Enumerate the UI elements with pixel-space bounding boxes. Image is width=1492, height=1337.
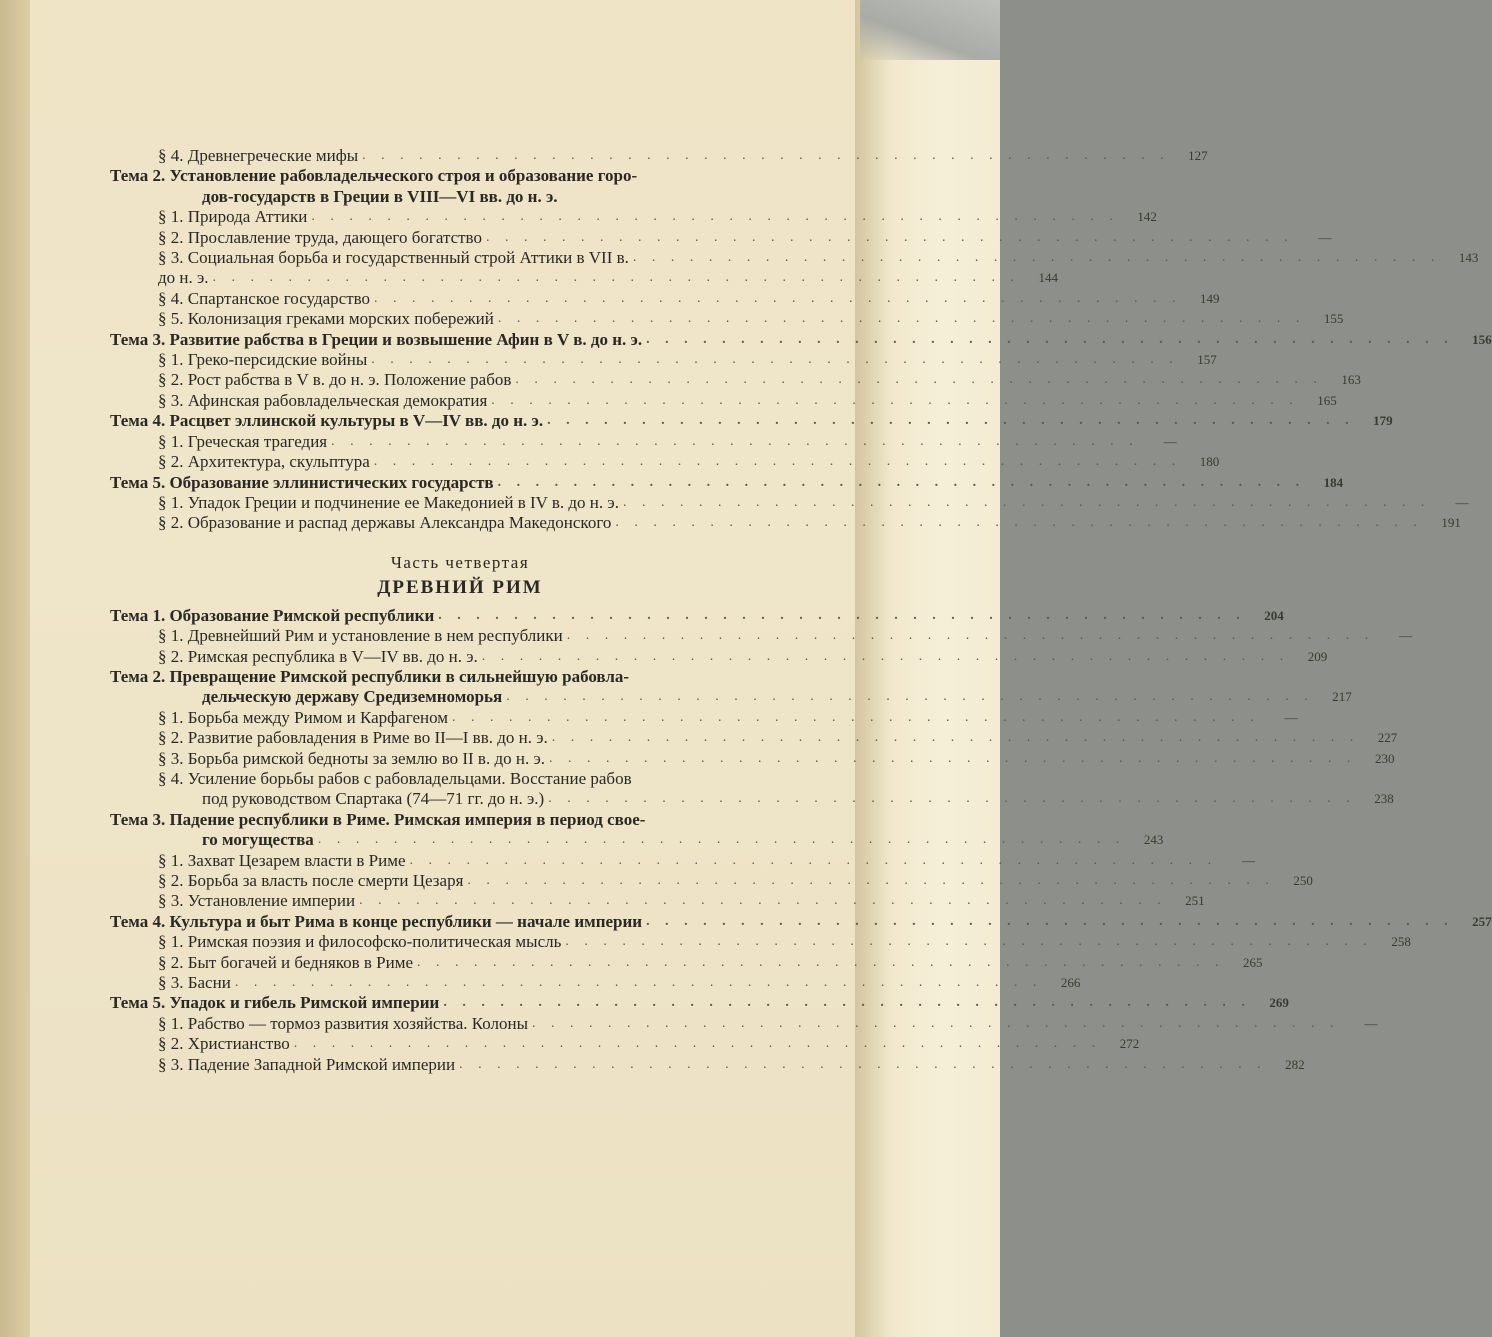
toc-entry-title: § 3. Борьба римской бедноты за землю во II в. до н. э.	[158, 748, 545, 768]
toc-entry-title: Тема 5. Образование эллинистических государств	[110, 472, 494, 492]
toc-page-number: 257	[1472, 913, 1492, 929]
toc-page-number: 217	[1332, 689, 1352, 705]
toc-entry-title: Тема 1. Образование Римской республики	[110, 605, 435, 625]
toc-leader-dots: . . . . . . . . . . . . . . . . . . . . . . . . . . . . . . . . . . . . . . . . . . .	[622, 494, 1431, 510]
toc-entry	[110, 146, 1208, 166]
toc-entry	[110, 1034, 1140, 1054]
toc-leader-dots: . . . . . . . . . . . . . . . . . . . . . . . . . . . . . . . . . . . . . . . . . . .	[467, 873, 1275, 888]
toc-entry-title: § 3. Басни	[158, 973, 231, 993]
toc-leader-dots: . . . . . . . . . . . . . . . . . . . . . . . . . . . . . . . . . . . . . . . . . . .	[646, 331, 1454, 347]
toc-leader-dots: . . . . . . . . . . . . . . . . . . . . . . . . . . . . . . . . . . . . . . . . . . .	[417, 954, 1225, 970]
toc-entry	[110, 329, 1492, 350]
toc-entry	[110, 789, 1394, 809]
toc-page-number: —	[1364, 1015, 1378, 1031]
toc-entry-title: § 2. Архитектура, скульптура	[158, 452, 370, 472]
toc-entry	[110, 973, 1081, 993]
toc-leader-dots: . . . . . . . . . . . . . . . . . . . . . . . . . . . . . . . . . . . . . . . . . . .	[317, 832, 1126, 848]
toc-entry	[110, 166, 825, 186]
toc-page-number: 144	[1038, 270, 1059, 286]
toc-entry-title: § 1. Природа Аттики	[158, 207, 308, 227]
toc-entry	[110, 830, 1164, 850]
toc-entry-title: § 1. Римская поэзия и философско-политическая мысль	[158, 932, 562, 952]
toc-leader-dots: . . . . . . . . . . . . . . . . . . . . . . . . . . . . . . . . . . . . . . . . . . .	[551, 730, 1360, 746]
toc-leader-dots: . . . . . . . . . . . . . . . . . . . . . . . . . . . . . . . . . . . . . . . . . . .	[481, 648, 1290, 664]
toc-leader-dots: . . . . . . . . . . . . . . . . . . . . . . . . . . . . . . . . . . . . . . . . . . .	[632, 250, 1441, 266]
toc-entry-title: § 4. Спартанское государство	[158, 288, 371, 308]
toc-page-number: 163	[1341, 372, 1361, 388]
toc-entry-title: § 3. Афинская рабовладельческая демократия	[158, 390, 488, 410]
toc-leader-dots: . . . . . . . . . . . . . . . . . . . . . . . . . . . . . . . . . . . . . . . . . . .	[497, 311, 1306, 327]
toc-entry	[110, 891, 1205, 911]
toc-entry	[110, 187, 825, 207]
toc-leader-dots: . . . . . . . . . . . . . . . . . . . . . . . . . . . . . . . . . . . . . . . . . . .	[549, 750, 1357, 766]
toc-leader-dots: . . . . . . . . . . . . . . . . . . . . . . . . . . . . . . . . . . . . . . . . . . .	[234, 975, 1043, 991]
toc-leader-dots: . . . . . . . . . . . . . . . . . . . . . . . . . . . . . . . . . . . . . . . . . . .	[506, 689, 1314, 705]
toc-entry	[110, 707, 1298, 728]
toc-page-number: —	[1399, 628, 1413, 644]
toc-entry-title: Тема 2. Превращение Римской республики в сильнейшую рабовла-	[110, 666, 630, 686]
toc-page-number: —	[1242, 852, 1256, 868]
toc-entry-title: под руководством Спартака (74—71 гг. до н. э.)	[202, 789, 545, 809]
toc-entry-title: § 3. Установление империи	[158, 891, 356, 911]
toc-leader-dots: . . . . . . . . . . . . . . . . . . . . . . . . . . . . . . . . . . . . . . . . . . .	[293, 1036, 1102, 1052]
toc-page-number: 250	[1293, 873, 1313, 888]
toc-entry	[110, 605, 1284, 626]
toc-page-number: 143	[1458, 250, 1479, 266]
toc-entry	[110, 452, 1220, 472]
toc-entry	[110, 1013, 1378, 1034]
toc-entry	[110, 431, 1177, 452]
toc-entry-title: Тема 4. Культура и быт Рима в конце республики — начале империи	[110, 911, 643, 931]
toc-entry	[110, 748, 1395, 769]
toc-leader-dots: . . . . . . . . . . . . . . . . . . . . . . . . . . . . . . . . . . . . . . . . . . .	[485, 229, 1294, 245]
toc-entry-title: § 4. Усиление борьбы рабов с рабовладельцами. Восстание рабов	[158, 768, 632, 788]
toc-entry	[110, 248, 1479, 268]
toc-entry-title: го могущества	[202, 830, 314, 850]
toc-leader-dots: . . . . . . . . . . . . . . . . . . . . . . . . . . . . . . . . . . . . . . . . . . .	[374, 290, 1182, 306]
toc-entry	[110, 207, 1157, 227]
toc-entry-title: Тема 3. Падение республики в Риме. Римская империя в период свое-	[110, 809, 646, 829]
toc-entry	[110, 492, 1469, 513]
toc-leader-dots: . . . . . . . . . . . . . . . . . . . . . . . . . . . . . . . . . . . . . . . . . . .	[491, 392, 1299, 408]
toc-entry-title: § 1. Греко-персидские войны	[158, 350, 368, 370]
toc-leader-dots: . . . . . . . . . . . . . . . . . . . . . . . . . . . . . . . . . . . . . . . . . . .	[373, 454, 1182, 470]
toc-page-number: 251	[1185, 893, 1205, 909]
toc-leader-dots: . . . . . . . . . . . . . . . . . . . . . . . . . . . . . . . . . . . . . . . . . . .	[331, 433, 1139, 449]
toc-page-number: —	[1455, 494, 1469, 510]
toc-leader-dots: . . . . . . . . . . . . . . . . . . . . . . . . . . . . . . . . . . . . . . . . . . .	[311, 209, 1119, 225]
toc-entry-title: § 2. Христианство	[158, 1034, 290, 1054]
toc-page-number: 269	[1269, 995, 1289, 1011]
toc-page-number: 180	[1199, 454, 1220, 470]
toc-entry	[110, 769, 825, 789]
toc-entry-title: дельческую державу Средиземноморья	[202, 687, 503, 707]
toc-leader-dots: . . . . . . . . . . . . . . . . . . . . . . . . . . . . . . . . . . . . . . . . . . .	[532, 1015, 1340, 1031]
toc-leader-dots: . . . . . . . . . . . . . . . . . . . . . . . . . . . . . . . . . . . . . . . . . . .	[497, 474, 1306, 490]
toc-leader-dots: . . . . . . . . . . . . . . . . . . . . . . . . . . . . . . . . . . . . . . . . . . .	[438, 607, 1246, 623]
toc-entry	[110, 667, 825, 687]
part-heading: Часть четвертая	[390, 552, 530, 572]
toc-entry	[110, 370, 1361, 390]
toc-entry-title: § 1. Борьба между Римом и Карфагеном	[158, 707, 449, 727]
toc-section-rome	[110, 605, 1492, 1075]
toc-entry	[110, 993, 1289, 1013]
toc-page-number: 230	[1375, 750, 1395, 766]
toc-entry	[110, 687, 1352, 707]
toc-page-number: 243	[1143, 832, 1164, 848]
toc-entry-title: § 2. Образование и распад державы Александра Македонского	[158, 513, 612, 533]
toc-entry-title: Тема 2. Установление рабовладельческого строя и образование горо-	[110, 166, 638, 186]
toc-entry-title: Тема 3. Развитие рабства в Греции и возвышение Афин в V в. до н. э.	[110, 329, 643, 349]
toc-entry	[110, 411, 1393, 431]
toc-entry-title: § 2. Борьба за власть после смерти Цезаря	[158, 871, 464, 890]
toc-entry-title: § 2. Быт богачей и бедняков в Риме	[158, 952, 414, 972]
toc-entry-title: Тема 5. Упадок и гибель Римской империи	[110, 993, 440, 1013]
toc-entry-title: дов-государств в Греции в VIII—VI вв. до н. э.	[202, 186, 558, 206]
toc-page-number: 157	[1197, 352, 1217, 368]
toc-leader-dots: . . . . . . . . . . . . . . . . . . . . . . . . . . . . . . . . . . . . . . . . . . .	[515, 372, 1323, 388]
toc-entry-title: § 1. Упадок Греции и подчинение ее Македонией в IV в. до н. э.	[158, 492, 619, 512]
toc-entry-title: § 3. Социальная борьба и государственный строй Аттики в VII в.	[158, 248, 629, 268]
toc-page-number: 238	[1374, 791, 1394, 807]
toc-leader-dots: . . . . . . . . . . . . . . . . . . . . . . . . . . . . . . . . . . . . . . . . . . .	[566, 628, 1375, 644]
toc-entry	[110, 911, 1492, 932]
toc-entry-title: § 4. Древнегреческие мифы	[158, 146, 359, 165]
toc-page-number: 156	[1472, 331, 1492, 347]
toc-page-number: 227	[1377, 730, 1398, 746]
toc-entry	[110, 646, 1328, 667]
toc-page-number: 272	[1119, 1036, 1140, 1052]
toc-page-number: —	[1284, 709, 1298, 725]
toc-page-number: 209	[1307, 648, 1328, 664]
toc-entry-title: § 5. Колонизация греками морских побережий	[158, 309, 494, 329]
table-of-contents	[110, 146, 1492, 1075]
toc-leader-dots: . . . . . . . . . . . . . . . . . . . . . . . . . . . . . . . . . . . . . . . . . . .	[646, 913, 1454, 929]
toc-entry	[110, 626, 1413, 646]
toc-entry	[110, 288, 1220, 309]
toc-entry-title: § 3. Падение Западной Римской империи	[158, 1054, 456, 1074]
toc-page-number: 127	[1188, 148, 1208, 163]
toc-entry	[110, 871, 1313, 891]
toc-leader-dots: . . . . . . . . . . . . . . . . . . . . . . . . . . . . . . . . . . . . . . . . . . .	[459, 1056, 1267, 1072]
toc-entry	[110, 850, 1256, 871]
toc-entry-title: Тема 4. Расцвет эллинской культуры в V—IV вв. до н. э.	[110, 411, 544, 431]
toc-entry	[110, 513, 1461, 533]
toc-page-number: 155	[1323, 311, 1344, 327]
toc-leader-dots: . . . . . . . . . . . . . . . . . . . . . . . . . . . . . . . . . . . . . . . . . . .	[362, 148, 1170, 163]
part-title: ДРЕВНИЙ РИМ	[377, 576, 543, 598]
toc-page-number: —	[1318, 229, 1332, 245]
toc-page-number: 266	[1060, 975, 1081, 991]
toc-entry	[110, 390, 1337, 411]
toc-page-number: 258	[1391, 934, 1411, 950]
toc-leader-dots: . . . . . . . . . . . . . . . . . . . . . . . . . . . . . . . . . . . . . . . . . . .	[547, 413, 1355, 429]
toc-leader-dots: . . . . . . . . . . . . . . . . . . . . . . . . . . . . . . . . . . . . . . . . . . .	[452, 709, 1260, 725]
toc-entry-title: до н. э.	[158, 268, 209, 288]
toc-page-number: 179	[1373, 413, 1393, 429]
toc-leader-dots: . . . . . . . . . . . . . . . . . . . . . . . . . . . . . . . . . . . . . . . . . . .	[371, 352, 1179, 368]
next-page-edge	[855, 0, 1000, 1337]
toc-entry	[110, 472, 1344, 493]
toc-entry	[110, 810, 825, 830]
toc-page-number: 149	[1200, 290, 1220, 306]
toc-page-number: —	[1163, 433, 1177, 449]
toc-entry	[110, 268, 1059, 288]
toc-page-number: 184	[1323, 474, 1344, 490]
toc-entry	[110, 728, 1398, 748]
toc-page-number: 265	[1243, 954, 1263, 970]
toc-page-number: 282	[1285, 1056, 1305, 1072]
background-corner	[860, 0, 1000, 60]
toc-entry-title: § 2. Рост рабства в V в. до н. э. Положение рабов	[158, 370, 512, 390]
toc-leader-dots: . . . . . . . . . . . . . . . . . . . . . . . . . . . . . . . . . . . . . . . . . . .	[443, 995, 1251, 1011]
toc-entry-title: § 1. Древнейший Рим и установление в нем республики	[158, 626, 563, 646]
toc-leader-dots: . . . . . . . . . . . . . . . . . . . . . . . . . . . . . . . . . . . . . . . . . . .	[615, 515, 1423, 531]
toc-leader-dots: . . . . . . . . . . . . . . . . . . . . . . . . . . . . . . . . . . . . . . . . . . .	[409, 852, 1218, 868]
toc-page-number: 165	[1317, 392, 1337, 408]
toc-entry-title: § 2. Прославление труда, дающего богатство	[158, 227, 482, 247]
toc-entry-title: § 1. Греческая трагедия	[158, 431, 328, 451]
toc-entry	[110, 227, 1332, 248]
toc-leader-dots: . . . . . . . . . . . . . . . . . . . . . . . . . . . . . . . . . . . . . . . . . . .	[359, 893, 1167, 909]
toc-entry	[110, 309, 1344, 329]
toc-section-greece	[110, 146, 1492, 534]
toc-entry-title: § 1. Рабство — тормоз развития хозяйства. Колоны	[158, 1013, 529, 1033]
toc-entry	[110, 1054, 1305, 1075]
toc-entry	[110, 952, 1263, 973]
toc-page-number: 191	[1441, 515, 1461, 531]
toc-entry-title: § 1. Захват Цезарем власти в Риме	[158, 850, 406, 870]
toc-leader-dots: . . . . . . . . . . . . . . . . . . . . . . . . . . . . . . . . . . . . . . . . . . .	[548, 791, 1356, 807]
toc-entry	[110, 350, 1217, 370]
toc-leader-dots: . . . . . . . . . . . . . . . . . . . . . . . . . . . . . . . . . . . . . . . . . . .	[565, 934, 1373, 950]
toc-leader-dots: . . . . . . . . . . . . . . . . . . . . . . . . . . . . . . . . . . . . . . . . . . .	[212, 270, 1021, 286]
toc-page-number: 142	[1137, 209, 1157, 225]
toc-page-number: 204	[1264, 607, 1284, 623]
toc-entry-title: § 2. Римская республика в V—IV вв. до н. э.	[158, 646, 478, 666]
toc-entry-title: § 2. Развитие рабовладения в Риме во II—I вв. до н. э.	[158, 728, 548, 748]
toc-entry	[110, 932, 1411, 952]
